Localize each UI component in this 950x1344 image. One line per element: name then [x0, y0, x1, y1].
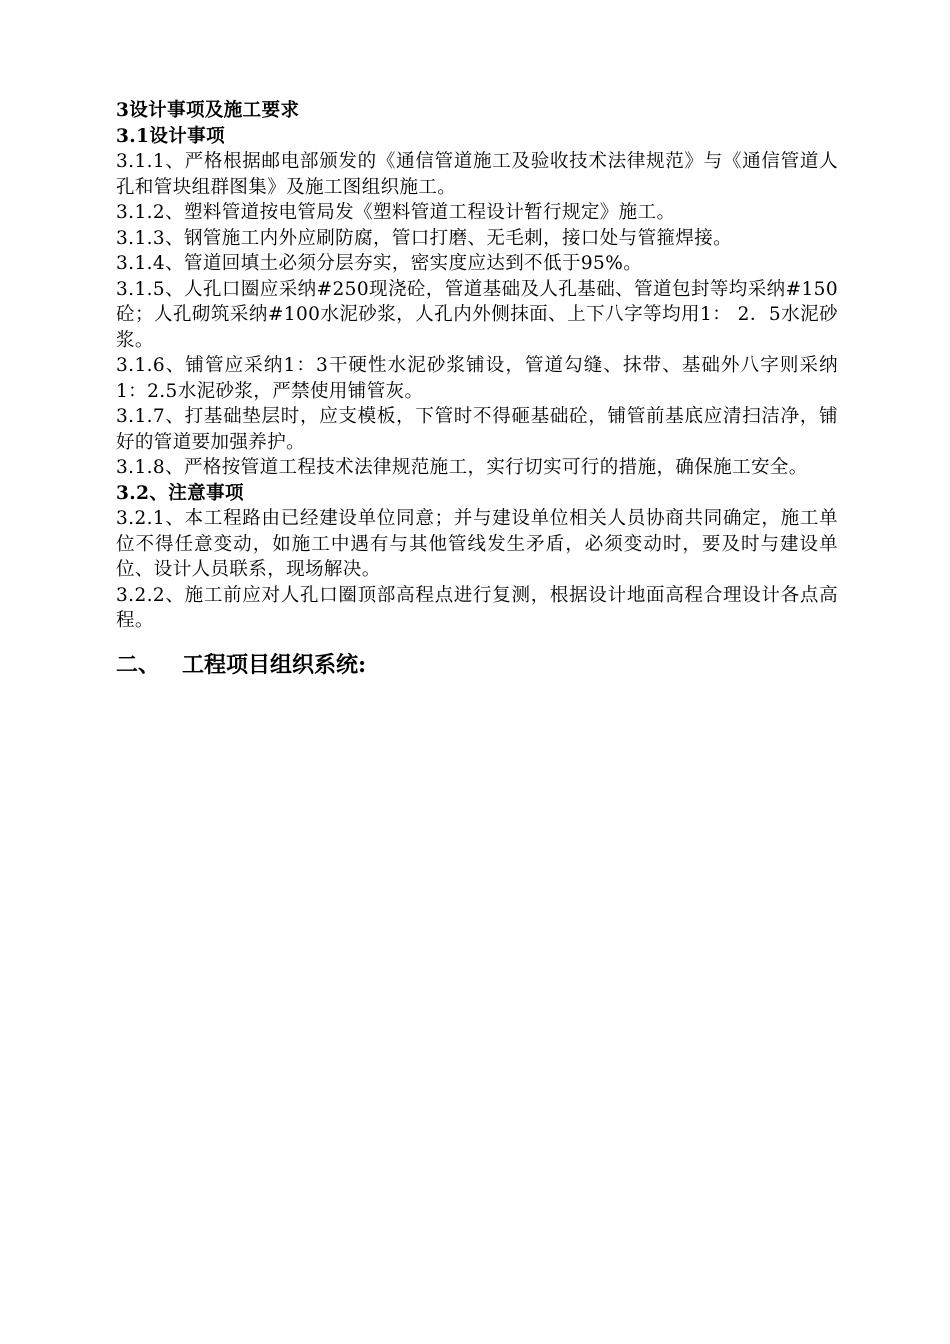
paragraph-3-1-2: 3.1.2、塑料管道按电管局发《塑料管道工程设计暂行规定》施工。: [116, 202, 676, 223]
paragraph-3-1-4: 3.1.4、管道回填土必须分层夯实，密实度应达到不低于95%。: [116, 253, 643, 274]
subsection-title-3-1: 3.1设计事项: [116, 125, 225, 147]
paragraph-3-1-7: 3.1.7、打基础垫层时，应支模板，下管时不得砸基础砼，铺管前基底应清扫洁净，铺好的管道要加强养护。: [116, 406, 838, 453]
section-title: 3设计事项及施工要求: [116, 100, 300, 121]
section-heading-two: [116, 650, 838, 680]
subsection-title-3-2: 3.2、注意事项: [116, 482, 244, 504]
document-page: [116, 98, 838, 680]
paragraph-3-2-2: 3.2.2、施工前应对人孔口圈顶部高程点进行复测，根据设计地面高程合理设计各点高程。: [116, 584, 838, 631]
paragraph-3-1-1: 3.1.1、严格根据邮电部颁发的《通信管道施工及验收技术法律规范》与《通信管道人孔和管块组群图集》及施工图组织施工。: [116, 151, 838, 198]
section-heading-number: 二、: [116, 651, 161, 678]
paragraph-3-1-3: 3.1.3、钢管施工内外应刷防腐，管口打磨、无毛刺，接口处与管箍焊接。: [116, 227, 733, 249]
paragraph-3-2-1: 3.2.1、本工程路由已经建设单位同意；并与建设单位相关人员协商共同确定，施工单位不得任意变动，如施工中遇有与其他管线发生矛盾，必须变动时，要及时与建设单位、设计人员联系，现场解决。: [116, 508, 838, 580]
paragraph-3-1-6: 3.1.6、铺管应采纳1：3干硬性水泥砂浆铺设，管道勾缝、抹带、基础外八字则采纳1：2.5水泥砂浆，严禁使用铺管灰。: [116, 355, 838, 402]
paragraph-3-1-8: 3.1.8、严格按管道工程技术法律规范施工，实行切实可行的措施，确保施工安全。: [116, 457, 808, 478]
section-heading-text: 工程项目组织系统:: [182, 651, 367, 678]
paragraph-3-1-5: 3.1.5、人孔口圈应采纳#250现浇砼，管道基础及人孔基础、管道包封等均采纳#150砼；人孔砌筑采纳#100水泥砂浆，人孔内外侧抹面、上下八字等均用1： 2．5水泥砂浆。: [116, 278, 838, 351]
